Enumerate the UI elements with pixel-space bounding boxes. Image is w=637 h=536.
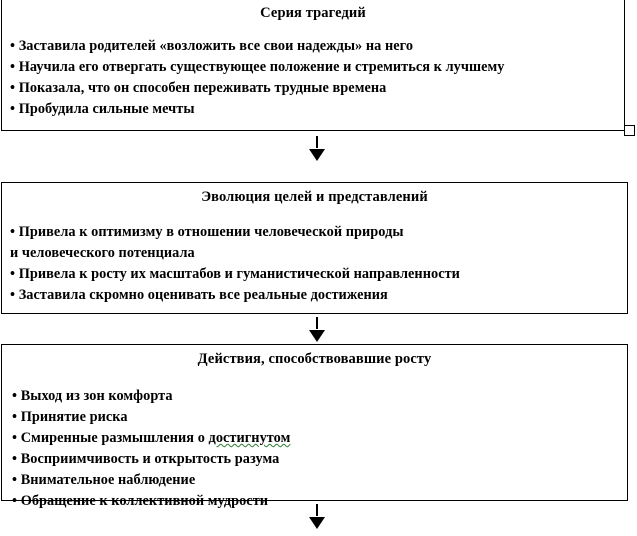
- list-item: • Пробудила сильные мечты: [10, 99, 624, 120]
- connector-stem: [316, 317, 318, 329]
- resize-handle-icon[interactable]: [624, 125, 635, 136]
- bullet-list: [2, 36, 624, 120]
- connector-stem: [316, 504, 318, 516]
- list-item: • Заставила скромно оценивать все реальные достижения: [10, 285, 627, 306]
- flow-box-evolution-of-goals[interactable]: [1, 182, 628, 314]
- list-item: • Научила его отвергать существующее положение и стремиться к лучшему: [10, 57, 624, 78]
- arrow-down-icon: [309, 149, 325, 161]
- flow-box-series-of-tragedies[interactable]: [1, 0, 625, 131]
- list-item: • Внимательное наблюдение: [12, 470, 627, 491]
- flow-box-growth-actions[interactable]: [1, 344, 628, 509]
- list-item-continuation: и человеческого потенциала: [10, 245, 195, 261]
- connector-arrow-down: [305, 504, 329, 532]
- arrow-down-icon: [309, 517, 325, 529]
- list-item-text: Смиренные размышления о: [20, 430, 209, 446]
- bullet-list: [2, 386, 627, 512]
- flow-box-title: Эволюция целей и представлений: [201, 189, 428, 205]
- misspelled-word[interactable]: достигнутом: [208, 430, 291, 446]
- connector-arrow-down: [305, 136, 329, 164]
- arrow-down-icon: [309, 330, 325, 342]
- bullet-list: [2, 222, 627, 306]
- flow-box-title: Серия трагедий: [260, 5, 366, 21]
- list-item: • Заставила родителей «возложить все свои надежды» на него: [10, 36, 624, 57]
- list-item: • Восприимчивость и открытость разума: [12, 449, 627, 470]
- list-item: • Привела к росту их масштабов и гуманистической направленности: [10, 264, 627, 285]
- flow-box-title: Действия, способствовавшие росту: [197, 351, 432, 367]
- list-item: • Выход из зон комфорта: [12, 386, 627, 407]
- connector-arrow-down: [305, 317, 329, 345]
- connector-stem: [316, 136, 318, 148]
- list-item: • Принятие риска: [12, 407, 627, 428]
- list-item: • Обращение к коллективной мудрости: [12, 491, 627, 512]
- list-item: [12, 428, 627, 449]
- list-item: • Показала, что он способен переживать трудные времена: [10, 78, 624, 99]
- list-item: • Привела к оптимизму в отношении человеческой природы: [10, 222, 627, 243]
